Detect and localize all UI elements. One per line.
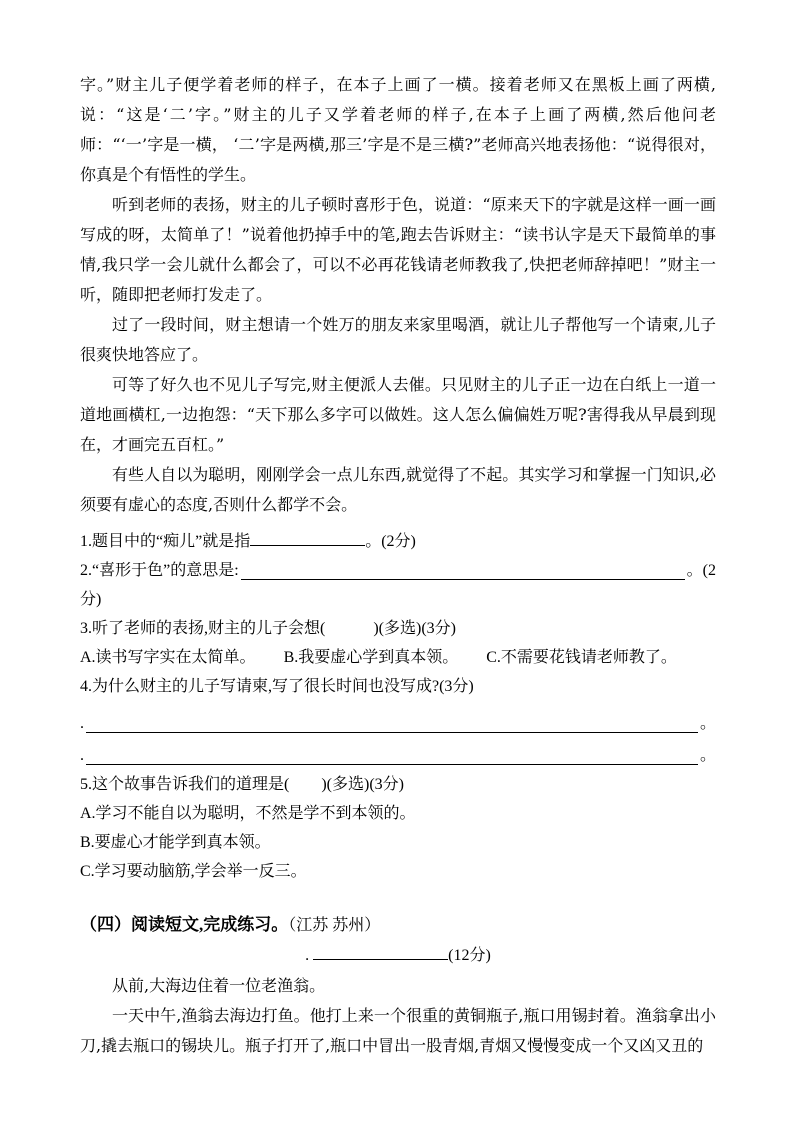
question-2-score: 。(2 xyxy=(686,562,716,579)
question-1 xyxy=(80,527,716,556)
section-four-header xyxy=(80,910,716,941)
answer-period: 。 xyxy=(699,715,716,732)
question-1-text: 1.题目中的“痴儿”就是指 xyxy=(80,533,251,550)
title-dot: . xyxy=(305,947,310,964)
answer-underline xyxy=(250,544,365,546)
answer-underline xyxy=(86,732,698,733)
passage-a xyxy=(80,70,716,520)
passage-paragraph: 可等了好久也不见儿子写完,财主便派人去催。只见财主的儿子正一边在白纸上一道一道地画横杠,一边抱怨：“天下那么多字可以做姓。这人怎么偏偏姓万呢?害得我从早晨到现在，才画完五百杠。” xyxy=(80,375,716,454)
option-b: B.我要虚心学到真本领。 xyxy=(283,649,459,666)
section-four-source: （江苏 苏州） xyxy=(288,917,381,934)
passage-paragraph: 听到老师的表扬，财主的儿子顿时喜形于色，说道：“原来天下的字就是这样一画一画写成的呀，太简单了！”说着他扔掉手中的笔,跑去告诉财主：“读书认字是天下最简单的事情,我只学一会儿就什么都会了，可以不必再花钱请老师教我了,快把老师辞掉吧！”财主一听，随即把老师打发走了。 xyxy=(80,195,716,304)
page-content xyxy=(80,70,716,1061)
passage-title-line xyxy=(80,941,716,971)
passage-b xyxy=(80,971,716,1061)
passage-paragraph: 字。”财主儿子便学着老师的样子，在本子上画了一横。接着老师又在黑板上画了两横,说：“这是‘二’字。”财主的儿子又学着老师的样子,在本子上画了两横,然后他问老师：“‘一’字是一横， ‘二’字是两横,那三’字是不是三横?”老师高兴地表扬他：“说得很对，你真是个有悟性的学生。 xyxy=(80,75,716,184)
title-score: (12分) xyxy=(448,947,491,964)
answer-period: 。 xyxy=(699,747,716,764)
passage-paragraph: 有些人自以为聪明，刚刚学会一点儿东西,就觉得了不起。其实学习和掌握一门知识,必须要有虚心的态度,否则什么都学不会。 xyxy=(80,465,716,514)
answer-dot: . xyxy=(80,715,84,732)
option-c: C.不需要花钱请老师教了。 xyxy=(486,649,677,666)
passage-paragraph: 过了一段时间，财主想请一个姓万的朋友来家里喝酒，就让儿子帮他写一个请柬,儿子很爽快地答应了。 xyxy=(80,315,716,364)
question-4: 4.为什么财主的儿子写请柬,写了很长时间也没写成?(3分) xyxy=(80,678,474,695)
question-5: 5.这个故事告诉我们的道理是( )(多选)(3分) xyxy=(80,776,404,793)
question-3-options xyxy=(80,643,716,672)
question-2 xyxy=(80,556,716,585)
answer-dot: . xyxy=(80,747,84,764)
question-2-text: 2.“喜形于色”的意思是: xyxy=(80,562,239,579)
passage-paragraph: 一天中午,渔翁去海边打鱼。他打上来一个很重的黄铜瓶子,瓶口用锡封着。渔翁拿出小刀,撬去瓶口的锡块儿。瓶子打开了,瓶口中冒出一股青烟,青烟又慢慢变成一个又凶又丑的 xyxy=(80,1006,716,1055)
question-5-option-b: B.要虚心才能学到真本领。 xyxy=(80,834,271,851)
section-four-title: （四）阅读短文,完成练习。 xyxy=(80,915,289,934)
title-underline xyxy=(313,958,448,960)
questions-block xyxy=(80,527,716,886)
question-5-option-a: A.学习不能自以为聪明，不然是学不到本领的。 xyxy=(80,805,416,822)
answer-underline xyxy=(241,579,685,580)
question-5-option-c: C.学习要动脑筋,学会举一反三。 xyxy=(80,863,307,880)
question-1-score: 。(2分) xyxy=(365,533,416,550)
answer-blank-line xyxy=(80,706,716,738)
answer-underline xyxy=(86,764,698,765)
answer-blank-line xyxy=(80,738,716,770)
passage-paragraph: 从前,大海边住着一位老渔翁。 xyxy=(112,976,326,995)
option-a: A.读书写字实在太简单。 xyxy=(80,649,256,666)
question-2-wrap: 分) xyxy=(80,591,102,608)
question-3: 3.听了老师的表扬,财主的儿子会想( )(多选)(3分) xyxy=(80,620,456,637)
